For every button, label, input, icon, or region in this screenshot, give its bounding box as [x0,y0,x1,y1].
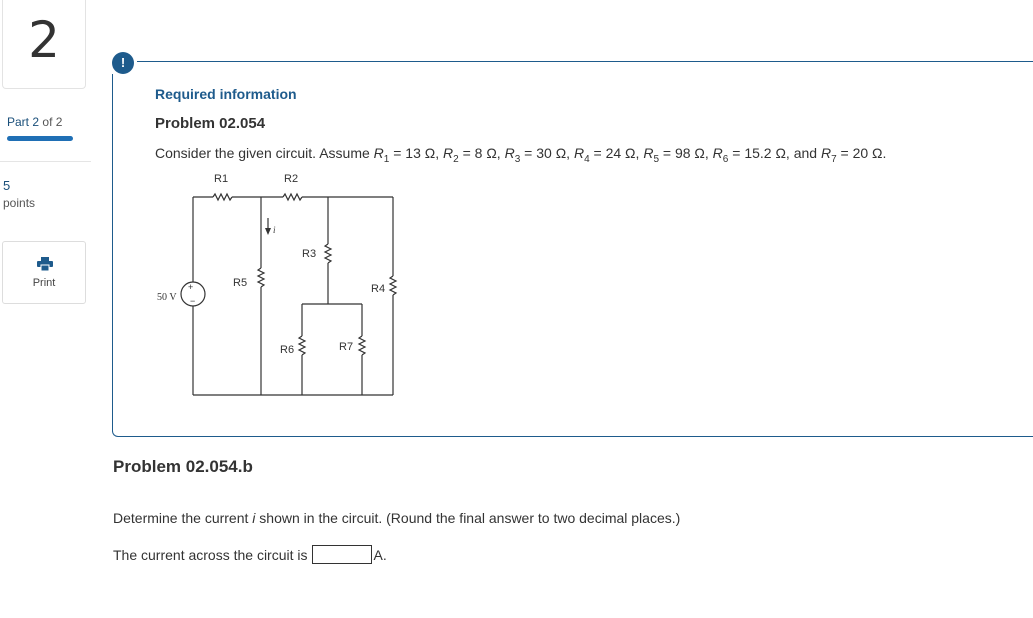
resistor-value: = 24 Ω, [589,145,644,161]
r5-label: R5 [233,277,248,289]
instruction-post: shown in the circuit. (Round the final answer to two decimal places.) [255,510,681,526]
part-b-title: Problem 02.054.b [113,457,253,476]
answer-unit: A. [373,546,387,563]
print-label: Print [32,277,56,289]
alert-icon: ! [112,52,134,74]
resistor-subscript: 4 [584,153,590,165]
resistor-subscript: 7 [831,153,837,165]
part-indicator [7,115,62,129]
info-top-border [137,61,1033,62]
resistor-symbol: R [820,145,832,161]
statement-intro: Consider the given circuit. Assume [155,145,374,161]
part-prefix: Part [7,115,30,129]
r4-zigzag [390,276,396,295]
r3-zigzag [325,244,331,263]
r4-label: R4 [371,283,386,295]
svg-text:−: − [190,296,196,306]
r7-zigzag [359,336,365,355]
part-current: 2 [32,115,40,129]
current-label: i [273,225,276,235]
problem-title: Problem 02.054 [155,115,266,132]
resistor-subscript: 3 [514,153,521,165]
answer-prefix: The current across the circuit is [113,546,308,563]
problem-statement [155,145,886,165]
r6-zigzag [299,336,305,355]
source-label: 50 V [157,292,177,303]
resistor-subscript: 2 [453,153,459,165]
answer-input[interactable] [312,545,372,564]
instruction-var: i [252,510,256,526]
r2-zigzag [283,194,302,200]
resistor-value: = 20 Ω. [836,145,887,161]
resistor-subscript: 5 [653,153,659,165]
resistor-value: = 8 Ω, [458,145,505,161]
r3-label: R3 [302,248,317,260]
r5-zigzag [258,268,264,287]
r7-label: R7 [339,341,354,353]
resistor-value: = 98 Ω, [659,145,713,161]
current-arrowhead [265,228,271,235]
resistor-subscript: 1 [383,153,390,165]
resistor-value: = 13 Ω, [389,145,444,161]
required-info-heading: Required information [155,86,297,102]
instruction-pre: Determine the current [113,510,253,526]
answer-row [113,545,387,564]
svg-text:+: + [188,282,194,292]
r6-label: R6 [280,344,295,356]
resistor-symbol: R [443,145,454,161]
resistor-symbol: R [504,145,515,161]
part-of: of [42,115,53,129]
r1-zigzag [213,194,232,200]
circuit-diagram [150,166,420,406]
resistor-symbol: R [712,145,723,161]
points-value: 5 [3,178,11,193]
resistor-value: = 15.2 Ω, [728,145,794,161]
question-number-box[interactable] [2,0,86,89]
resistor-value: = 30 Ω, [520,145,574,161]
question-number: 2 [28,11,60,69]
part-progress-bar [7,136,73,141]
resistor-symbol: R [573,145,585,161]
statement-values: $R_1 = 13$ Ω, $R_2 = 8$ Ω, $R_3 = 30$ Ω, $R_4 = 24$ Ω, $R_5 = 98$ Ω, $R_6 = 15.2$ Ω, and $R_7 = 20$ Ω. [373,145,887,165]
printer-icon [37,257,53,271]
rail-divider [0,161,91,162]
resistor-symbol: R [373,145,384,161]
points-label: points [3,196,36,210]
part-total: 2 [55,115,63,129]
print-button[interactable] [2,241,86,304]
r2-label: R2 [284,173,299,185]
part-b-instruction [113,510,680,526]
r1-label: R1 [214,173,229,185]
resistor-symbol: R [643,145,654,161]
resistor-subscript: 6 [722,153,729,165]
